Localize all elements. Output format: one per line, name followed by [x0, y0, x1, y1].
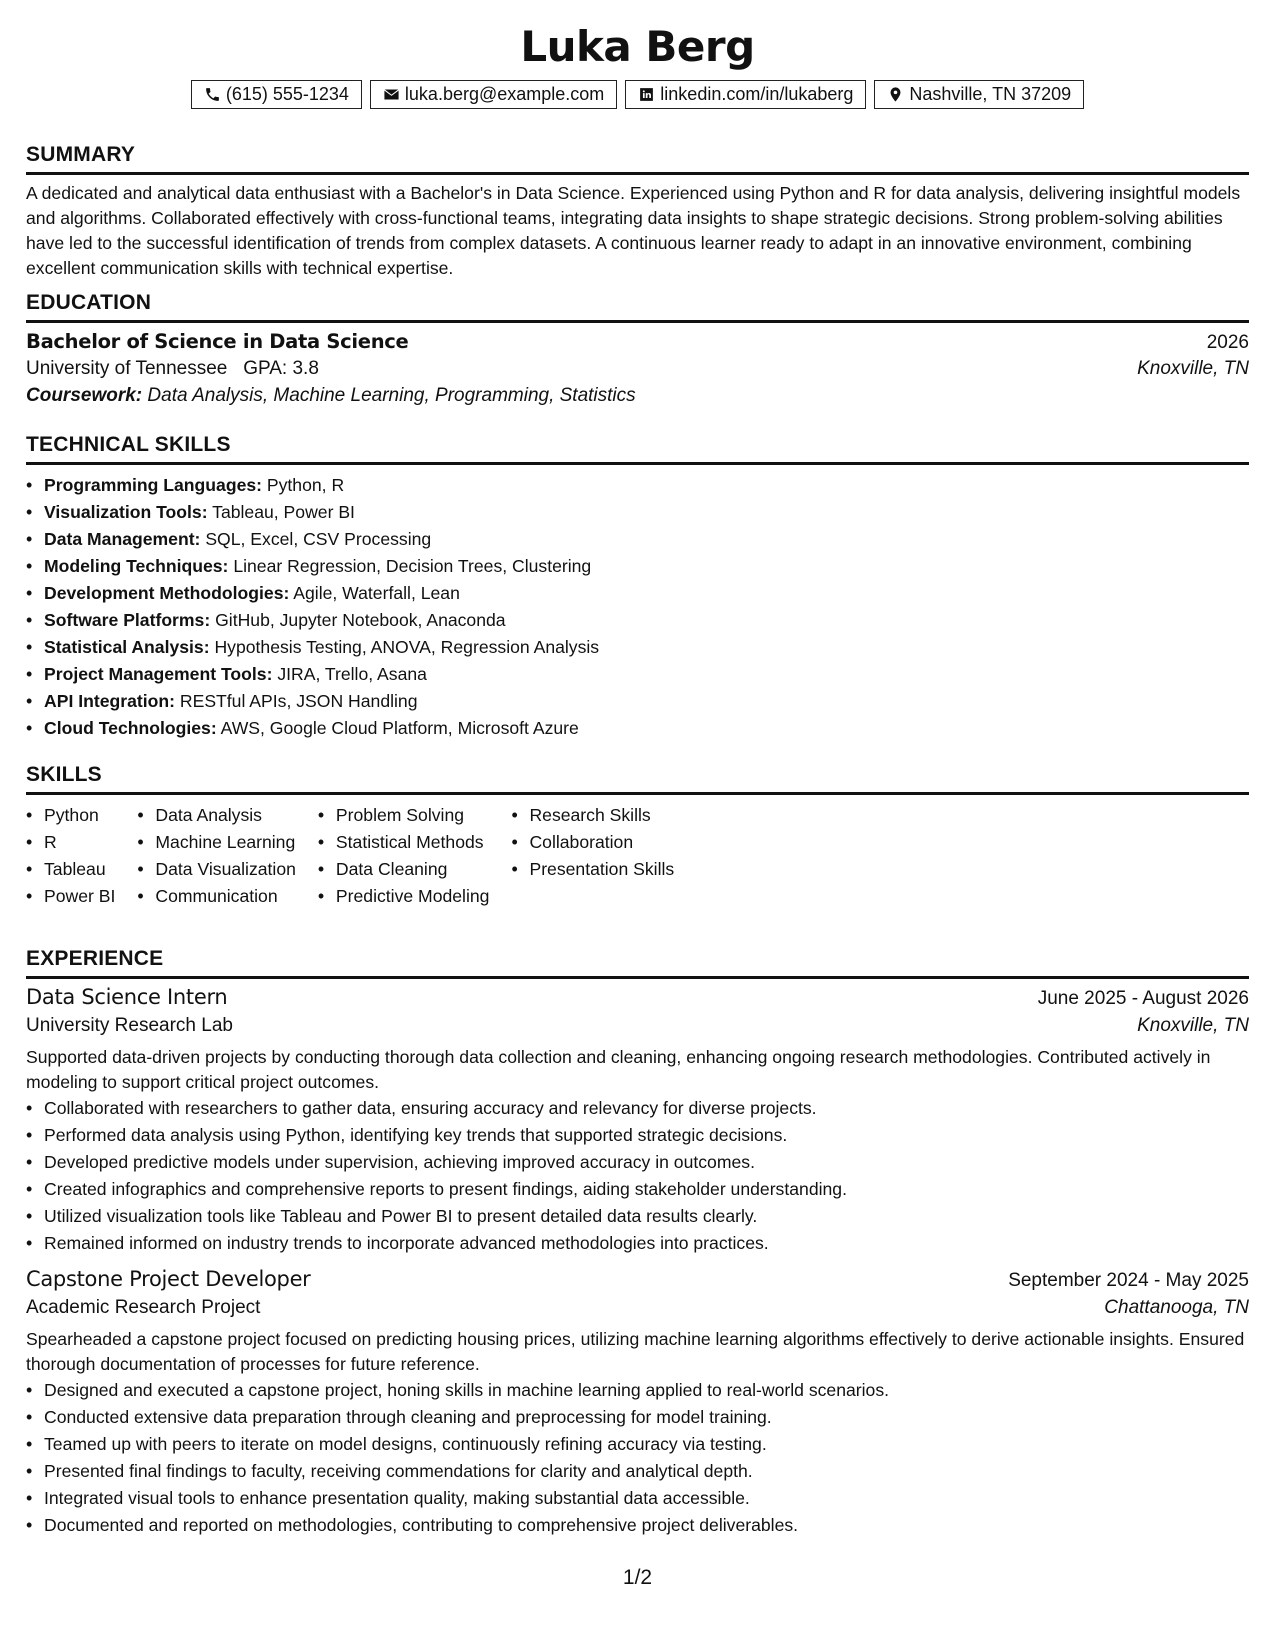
- job-header-row: [26, 1267, 1249, 1292]
- list-item: • Data Visualization: [137, 856, 296, 883]
- section-title: EDUCATION: [26, 291, 152, 314]
- skill-label: Development Methodologies:: [44, 583, 290, 603]
- coursework-label: Coursework:: [26, 385, 143, 406]
- list-item: • Presentation Skills: [511, 856, 674, 883]
- coursework-list: Data Analysis, Machine Learning, Programming, Statistics: [147, 385, 636, 406]
- job-title: Data Science Intern: [26, 985, 228, 1009]
- contact-linkedin-text: linkedin.com/in/lukaberg: [660, 84, 854, 104]
- school-location: Knoxville, TN: [1137, 358, 1249, 379]
- skill-value: Agile, Waterfall, Lean: [293, 583, 460, 603]
- list-item: • Created infographics and comprehensive reports to present findings, aiding stakeholder understanding.: [26, 1176, 1249, 1203]
- section-title: EXPERIENCE: [26, 947, 164, 970]
- skill-value: Linear Regression, Decision Trees, Clustering: [233, 556, 592, 576]
- list-item: • Machine Learning: [137, 829, 296, 856]
- list-item: • Teamed up with peers to iterate on model designs, continuously refining accuracy via testing.: [26, 1431, 1249, 1458]
- skill-value: Hypothesis Testing, ANOVA, Regression Analysis: [214, 637, 600, 657]
- coursework-line: [26, 385, 1249, 407]
- gpa: GPA: 3.8: [243, 358, 319, 379]
- list-item: • Communication: [137, 883, 296, 910]
- skill-value: RESTful APIs, JSON Handling: [179, 691, 418, 711]
- contact-email-text: luka.berg@example.com: [404, 84, 605, 104]
- section-divider: [26, 462, 1249, 465]
- list-item: • Predictive Modeling: [318, 883, 490, 910]
- skills-column: [26, 802, 115, 910]
- skill-label: Software Platforms:: [44, 610, 211, 630]
- contact-phone-text: (615) 555-1234: [225, 84, 349, 104]
- skills-column: [137, 802, 296, 910]
- list-item: [26, 688, 1249, 715]
- job-bullets: [26, 1095, 1249, 1257]
- job-org-row: [26, 1015, 1249, 1037]
- skill-label: API Integration:: [44, 691, 175, 711]
- job-organization: University Research Lab: [26, 1015, 233, 1036]
- skills-column: [318, 802, 490, 910]
- list-item: [26, 607, 1249, 634]
- contact-linkedin[interactable]: [625, 80, 866, 109]
- list-item: • Documented and reported on methodologies, contributing to comprehensive project deliverables.: [26, 1512, 1249, 1539]
- list-item: • Integrated visual tools to enhance presentation quality, making substantial data accessible.: [26, 1485, 1249, 1512]
- skill-label: Visualization Tools:: [44, 502, 208, 522]
- list-item: [26, 661, 1249, 688]
- skill-value: JIRA, Trello, Asana: [277, 664, 427, 684]
- degree-title: Bachelor of Science in Data Science: [26, 330, 409, 353]
- job-location: Chattanooga, TN: [1104, 1297, 1249, 1318]
- list-item: • Developed predictive models under supervision, achieving improved accuracy in outcomes.: [26, 1149, 1249, 1176]
- summary-section: [26, 142, 1249, 281]
- skills-section: [26, 762, 1249, 910]
- job-entry: [26, 985, 1249, 1257]
- job-header-row: [26, 985, 1249, 1010]
- list-item: [26, 499, 1249, 526]
- section-divider: [26, 172, 1249, 175]
- job-title: Capstone Project Developer: [26, 1267, 311, 1291]
- skill-value: SQL, Excel, CSV Processing: [205, 529, 432, 549]
- list-item: • Statistical Methods: [318, 829, 490, 856]
- contact-location: [874, 80, 1084, 109]
- skill-label: Programming Languages:: [44, 475, 262, 495]
- skills-column: [511, 802, 674, 910]
- skills-columns: [26, 802, 1249, 910]
- contact-location-text: Nashville, TN 37209: [909, 84, 1072, 104]
- job-entry: [26, 1267, 1249, 1539]
- list-item: [26, 472, 1249, 499]
- candidate-name: Luka Berg: [520, 22, 755, 71]
- list-item: • Research Skills: [511, 802, 674, 829]
- job-summary: Spearheaded a capstone project focused on predicting housing prices, utilizing machine learning algorithms effectively to derive actionable insights. Ensured thorough documentation of processes for future reference.: [26, 1329, 1245, 1374]
- job-org-row: [26, 1297, 1249, 1319]
- education-section: [26, 290, 1249, 407]
- list-item: • Performed data analysis using Python, identifying key trends that supported strategic decisions.: [26, 1122, 1249, 1149]
- list-item: [26, 526, 1249, 553]
- list-item: • Utilized visualization tools like Tableau and Power BI to present detailed data results clearly.: [26, 1203, 1249, 1230]
- contact-bar: [26, 80, 1249, 109]
- summary-text: A dedicated and analytical data enthusiast with a Bachelor's in Data Science. Experienced using Python and R for data analysis, delivering insightful models and algorithms. Collaborated effectively with cross-functional teams, integrating data insights to shape strategic decisions. Strong problem-solving abilities have led to the successful identification of trends from complex datasets. A continuous learner ready to adapt in an innovative environment, combining excellent communication skills with technical expertise.: [26, 183, 1241, 278]
- section-title: SUMMARY: [26, 143, 136, 166]
- list-item: • Presented final findings to faculty, receiving commendations for clarity and analytical depth.: [26, 1458, 1249, 1485]
- skill-label: Modeling Techniques:: [44, 556, 229, 576]
- list-item: [26, 580, 1249, 607]
- education-header-row: [26, 330, 1249, 354]
- technical-skills-section: [26, 432, 1249, 742]
- page-number: 1/2: [622, 1566, 653, 1589]
- list-item: • R: [26, 829, 115, 856]
- technical-skills-list: [26, 472, 1249, 742]
- section-divider: [26, 792, 1249, 795]
- education-school-row: [26, 358, 1249, 380]
- envelope-icon: [383, 86, 400, 103]
- experience-section: [26, 946, 1249, 1539]
- job-dates: June 2025 - August 2026: [1037, 988, 1249, 1009]
- list-item: • Remained informed on industry trends to incorporate advanced methodologies into practices.: [26, 1230, 1249, 1257]
- job-organization: Academic Research Project: [26, 1297, 261, 1318]
- map-pin-icon: [887, 86, 904, 103]
- linkedin-icon: [638, 86, 655, 103]
- section-title: SKILLS: [26, 763, 102, 786]
- list-item: • Collaboration: [511, 829, 674, 856]
- list-item: • Data Cleaning: [318, 856, 490, 883]
- skill-value: AWS, Google Cloud Platform, Microsoft Azure: [220, 718, 579, 738]
- list-item: • Python: [26, 802, 115, 829]
- list-item: • Designed and executed a capstone project, honing skills in machine learning applied to real-world scenarios.: [26, 1377, 1249, 1404]
- graduation-year: 2026: [1206, 332, 1249, 353]
- list-item: • Collaborated with researchers to gather data, ensuring accuracy and relevancy for diverse projects.: [26, 1095, 1249, 1122]
- skill-label: Cloud Technologies:: [44, 718, 217, 738]
- school-name: University of Tennessee: [26, 358, 228, 379]
- list-item: • Problem Solving: [318, 802, 490, 829]
- skill-value: Tableau, Power BI: [212, 502, 355, 522]
- list-item: • Data Analysis: [137, 802, 296, 829]
- job-dates: September 2024 - May 2025: [1008, 1270, 1249, 1291]
- skill-label: Statistical Analysis:: [44, 637, 210, 657]
- contact-phone[interactable]: [191, 80, 362, 109]
- list-item: [26, 715, 1249, 742]
- section-divider: [26, 320, 1249, 323]
- section-divider: [26, 976, 1249, 979]
- job-bullets: [26, 1377, 1249, 1539]
- section-title: TECHNICAL SKILLS: [26, 433, 231, 456]
- job-summary: Supported data-driven projects by conducting thorough data collection and cleaning, enhancing ongoing research methodologies. Contributed actively in modeling to support critical project outcomes.: [26, 1047, 1211, 1092]
- list-item: • Conducted extensive data preparation through cleaning and preprocessing for model training.: [26, 1404, 1249, 1431]
- list-item: • Tableau: [26, 856, 115, 883]
- contact-email[interactable]: [370, 80, 617, 109]
- skill-value: GitHub, Jupyter Notebook, Anaconda: [215, 610, 506, 630]
- skill-label: Project Management Tools:: [44, 664, 273, 684]
- phone-icon: [204, 86, 221, 103]
- skill-value: Python, R: [266, 475, 345, 495]
- skill-label: Data Management:: [44, 529, 201, 549]
- list-item: [26, 634, 1249, 661]
- list-item: [26, 553, 1249, 580]
- job-location: Knoxville, TN: [1137, 1015, 1249, 1036]
- list-item: • Power BI: [26, 883, 115, 910]
